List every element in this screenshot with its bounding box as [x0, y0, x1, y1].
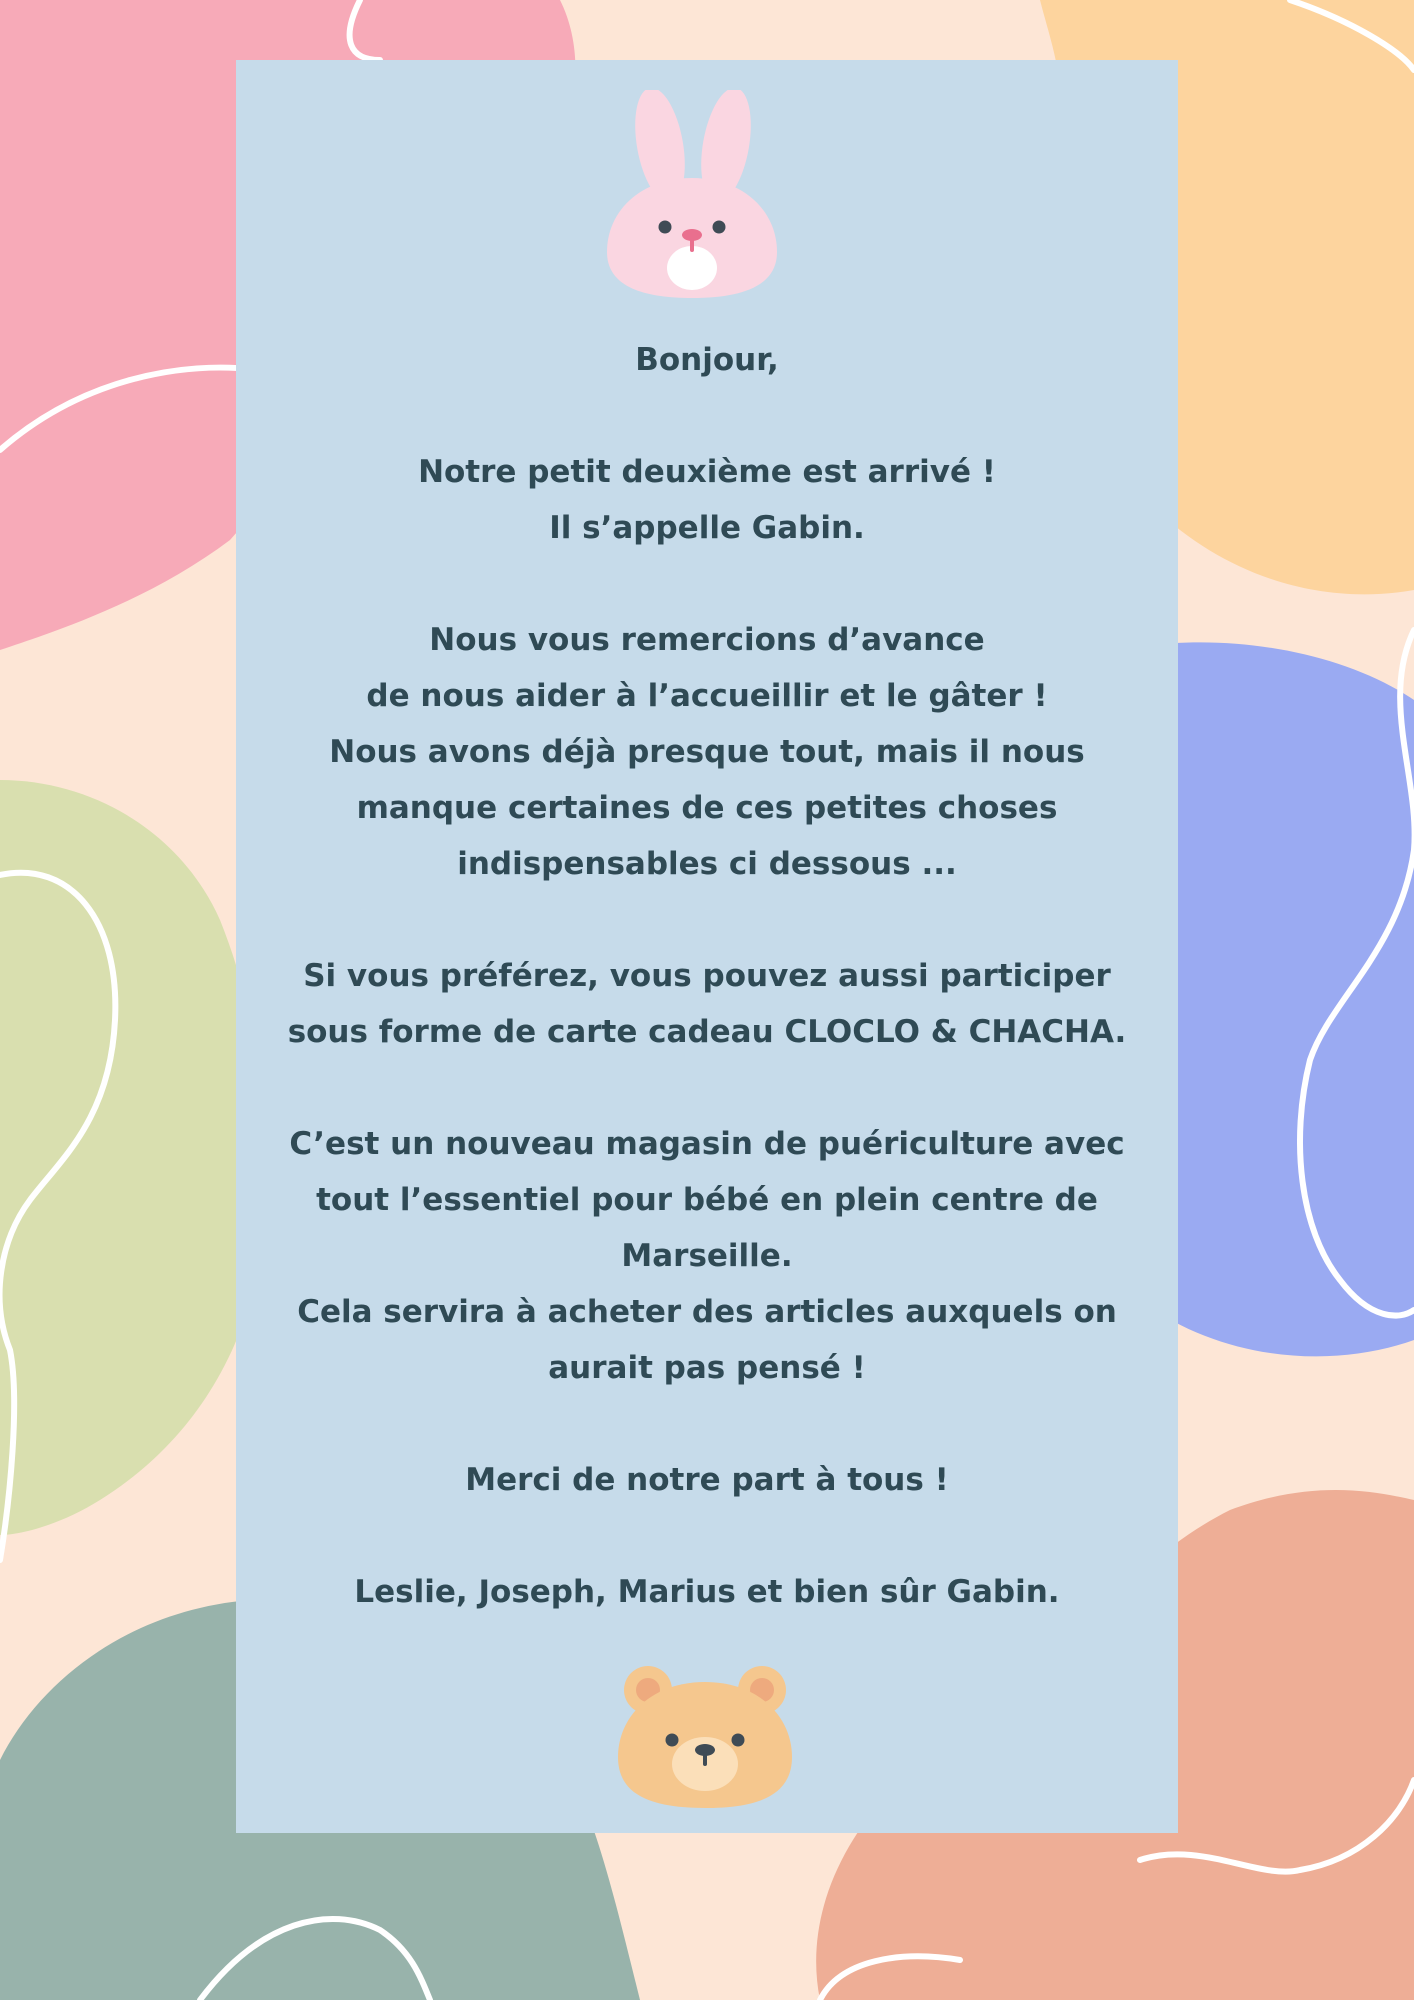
store-info-line: Cela servira à acheter des articles auxquels on: [297, 1294, 1117, 1330]
gift-card-line: sous forme de carte cadeau CLOCLO & CHACHA.: [287, 1014, 1127, 1050]
thanks-request-line: de nous aider à l’accueillir et le gâter !: [366, 678, 1048, 714]
greeting: Bonjour,: [635, 342, 779, 378]
announcement-line: Il s’appelle Gabin.: [549, 510, 865, 546]
store-info-line: tout l’essentiel pour bébé en plein centre de: [316, 1182, 1098, 1218]
signature-line: Leslie, Joseph, Marius et bien sûr Gabin.: [354, 1574, 1060, 1610]
gift-card-line: Si vous préférez, vous pouvez aussi participer: [303, 958, 1111, 994]
thanks-request-line: Nous avons déjà presque tout, mais il nous: [329, 734, 1085, 770]
store-info-line: Marseille.: [621, 1238, 793, 1274]
thanks-request-line: manque certaines de ces petites choses: [356, 790, 1058, 826]
bear-face-icon: [610, 1652, 800, 1812]
thanks-request-line: Nous vous remercions d’avance: [429, 622, 985, 658]
announcement-line: Notre petit deuxième est arrivé !: [418, 454, 996, 490]
thanks-line: Merci de notre part à tous !: [465, 1462, 949, 1498]
letter-text: [236, 332, 1178, 1620]
bunny-face-icon: [602, 90, 782, 305]
store-info-line: C’est un nouveau magasin de puériculture avec: [289, 1126, 1125, 1162]
store-info-line: aurait pas pensé !: [548, 1350, 866, 1386]
thanks-request-line: indispensables ci dessous ...: [457, 846, 957, 882]
